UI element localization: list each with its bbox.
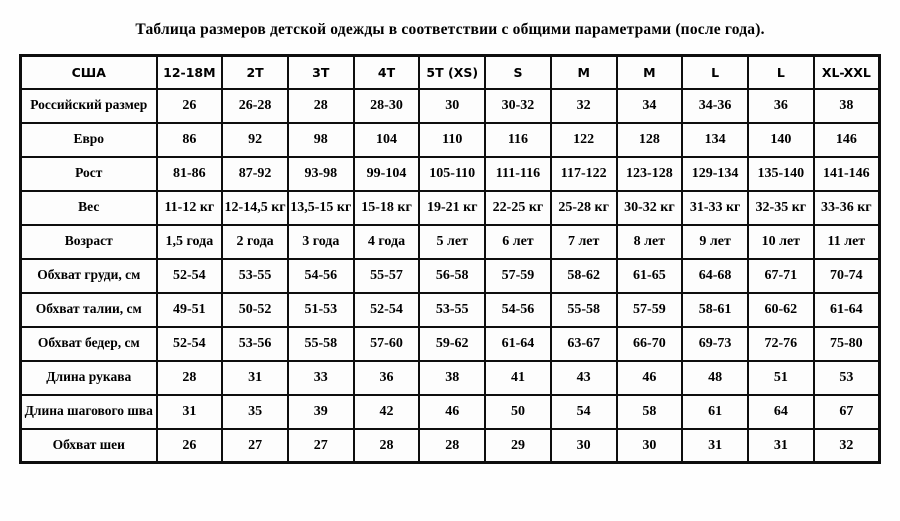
table-cell: 129-134	[682, 157, 748, 191]
table-cell: 26	[157, 89, 223, 123]
page-title: Таблица размеров детской одежды в соответствии с общими параметрами (после года).	[135, 21, 765, 38]
table-cell: 63-67	[551, 327, 617, 361]
table-cell: 28	[157, 361, 223, 395]
table-cell: 28	[354, 429, 420, 463]
table-cell: 30	[419, 89, 485, 123]
table-cell: 46	[419, 395, 485, 429]
table-cell: 48	[682, 361, 748, 395]
table-cell: 34	[617, 89, 683, 123]
table-cell: 140	[748, 123, 814, 157]
table-cell: 72-76	[748, 327, 814, 361]
table-row	[21, 89, 880, 123]
table-cell: 49-51	[157, 293, 223, 327]
table-row	[21, 293, 880, 327]
table-cell: 41	[485, 361, 551, 395]
column-header: XL-XXL	[814, 56, 880, 89]
table-cell: 25-28 кг	[551, 191, 617, 225]
table-cell: 28	[288, 89, 354, 123]
table-cell: 1,5 года	[157, 225, 223, 259]
column-header: 12-18М	[157, 56, 223, 89]
table-cell: 53	[814, 361, 880, 395]
table-cell: 146	[814, 123, 880, 157]
table-cell: 54-56	[288, 259, 354, 293]
table-cell: 13,5-15 кг	[288, 191, 354, 225]
table-cell: 27	[288, 429, 354, 463]
table-cell: 116	[485, 123, 551, 157]
table-cell: 31	[748, 429, 814, 463]
table-cell: 26	[157, 429, 223, 463]
table-cell: 51	[748, 361, 814, 395]
row-label: Евро	[21, 123, 157, 157]
row-label: Возраст	[21, 225, 157, 259]
row-label: Обхват шеи	[21, 429, 157, 463]
table-cell: 117-122	[551, 157, 617, 191]
row-label: Длина рукава	[21, 361, 157, 395]
table-cell: 86	[157, 123, 223, 157]
table-cell: 87-92	[222, 157, 288, 191]
table-cell: 7 лет	[551, 225, 617, 259]
table-row	[21, 123, 880, 157]
column-header: 5Т (XS)	[419, 56, 485, 89]
table-cell: 53-56	[222, 327, 288, 361]
table-cell: 28-30	[354, 89, 420, 123]
table-cell: 39	[288, 395, 354, 429]
table-cell: 98	[288, 123, 354, 157]
table-cell: 26-28	[222, 89, 288, 123]
table-cell: 105-110	[419, 157, 485, 191]
column-header: 2Т	[222, 56, 288, 89]
table-cell: 81-86	[157, 157, 223, 191]
table-cell: 12-14,5 кг	[222, 191, 288, 225]
table-cell: 38	[814, 89, 880, 123]
table-cell: 123-128	[617, 157, 683, 191]
table-cell: 29	[485, 429, 551, 463]
table-cell: 60-62	[748, 293, 814, 327]
table-cell: 51-53	[288, 293, 354, 327]
table-row	[21, 157, 880, 191]
table-row	[21, 395, 880, 429]
table-row	[21, 225, 880, 259]
table-cell: 38	[419, 361, 485, 395]
table-cell: 70-74	[814, 259, 880, 293]
table-cell: 135-140	[748, 157, 814, 191]
table-cell: 33	[288, 361, 354, 395]
table-cell: 42	[354, 395, 420, 429]
table-cell: 30	[551, 429, 617, 463]
table-cell: 30	[617, 429, 683, 463]
table-row	[21, 361, 880, 395]
row-label: Рост	[21, 157, 157, 191]
column-header: L	[682, 56, 748, 89]
table-cell: 8 лет	[617, 225, 683, 259]
size-table	[19, 54, 881, 464]
table-cell: 5 лет	[419, 225, 485, 259]
table-row	[21, 259, 880, 293]
table-body	[21, 89, 880, 463]
table-cell: 6 лет	[485, 225, 551, 259]
table-cell: 2 года	[222, 225, 288, 259]
table-cell: 33-36 кг	[814, 191, 880, 225]
table-row	[21, 327, 880, 361]
table-cell: 134	[682, 123, 748, 157]
table-cell: 46	[617, 361, 683, 395]
row-label: Вес	[21, 191, 157, 225]
table-cell: 30-32 кг	[617, 191, 683, 225]
table-cell: 30-32	[485, 89, 551, 123]
table-cell: 99-104	[354, 157, 420, 191]
table-cell: 111-116	[485, 157, 551, 191]
table-row	[21, 429, 880, 463]
table-cell: 52-54	[157, 327, 223, 361]
table-cell: 19-21 кг	[419, 191, 485, 225]
table-cell: 55-57	[354, 259, 420, 293]
table-cell: 104	[354, 123, 420, 157]
column-header: 4Т	[354, 56, 420, 89]
table-cell: 36	[748, 89, 814, 123]
column-header: М	[551, 56, 617, 89]
table-cell: 122	[551, 123, 617, 157]
row-label: Длина шагового шва	[21, 395, 157, 429]
column-header: 3Т	[288, 56, 354, 89]
header-row	[21, 56, 880, 89]
table-cell: 31-33 кг	[682, 191, 748, 225]
table-cell: 92	[222, 123, 288, 157]
table-cell: 59-62	[419, 327, 485, 361]
table-cell: 61-65	[617, 259, 683, 293]
table-header	[21, 56, 880, 89]
table-cell: 54	[551, 395, 617, 429]
column-header: S	[485, 56, 551, 89]
table-cell: 58-61	[682, 293, 748, 327]
table-cell: 31	[222, 361, 288, 395]
table-cell: 75-80	[814, 327, 880, 361]
table-cell: 50	[485, 395, 551, 429]
table-cell: 52-54	[354, 293, 420, 327]
table-cell: 64	[748, 395, 814, 429]
table-cell: 57-59	[617, 293, 683, 327]
column-header: М	[617, 56, 683, 89]
table-cell: 64-68	[682, 259, 748, 293]
table-cell: 56-58	[419, 259, 485, 293]
table-cell: 110	[419, 123, 485, 157]
row-label: Обхват бедер, см	[21, 327, 157, 361]
table-cell: 54-56	[485, 293, 551, 327]
table-cell: 69-73	[682, 327, 748, 361]
table-cell: 52-54	[157, 259, 223, 293]
table-cell: 57-59	[485, 259, 551, 293]
table-cell: 53-55	[419, 293, 485, 327]
table-cell: 11-12 кг	[157, 191, 223, 225]
table-cell: 35	[222, 395, 288, 429]
table-cell: 58	[617, 395, 683, 429]
table-cell: 27	[222, 429, 288, 463]
row-label-header: США	[21, 56, 157, 89]
table-cell: 53-55	[222, 259, 288, 293]
table-cell: 28	[419, 429, 485, 463]
table-cell: 32	[814, 429, 880, 463]
table-cell: 32	[551, 89, 617, 123]
table-cell: 55-58	[551, 293, 617, 327]
table-cell: 36	[354, 361, 420, 395]
table-cell: 93-98	[288, 157, 354, 191]
table-cell: 57-60	[354, 327, 420, 361]
table-cell: 67	[814, 395, 880, 429]
table-cell: 61-64	[814, 293, 880, 327]
table-cell: 58-62	[551, 259, 617, 293]
column-header: L	[748, 56, 814, 89]
table-cell: 15-18 кг	[354, 191, 420, 225]
table-cell: 128	[617, 123, 683, 157]
table-cell: 31	[157, 395, 223, 429]
table-cell: 50-52	[222, 293, 288, 327]
table-cell: 34-36	[682, 89, 748, 123]
table-cell: 10 лет	[748, 225, 814, 259]
table-cell: 55-58	[288, 327, 354, 361]
table-cell: 66-70	[617, 327, 683, 361]
table-cell: 9 лет	[682, 225, 748, 259]
table-cell: 43	[551, 361, 617, 395]
table-cell: 22-25 кг	[485, 191, 551, 225]
table-cell: 61	[682, 395, 748, 429]
row-label: Российский размер	[21, 89, 157, 123]
table-row	[21, 191, 880, 225]
table-cell: 3 года	[288, 225, 354, 259]
table-cell: 4 года	[354, 225, 420, 259]
table-cell: 32-35 кг	[748, 191, 814, 225]
table-cell: 67-71	[748, 259, 814, 293]
row-label: Обхват груди, см	[21, 259, 157, 293]
row-label: Обхват талии, см	[21, 293, 157, 327]
table-cell: 141-146	[814, 157, 880, 191]
table-cell: 11 лет	[814, 225, 880, 259]
table-cell: 31	[682, 429, 748, 463]
table-cell: 61-64	[485, 327, 551, 361]
